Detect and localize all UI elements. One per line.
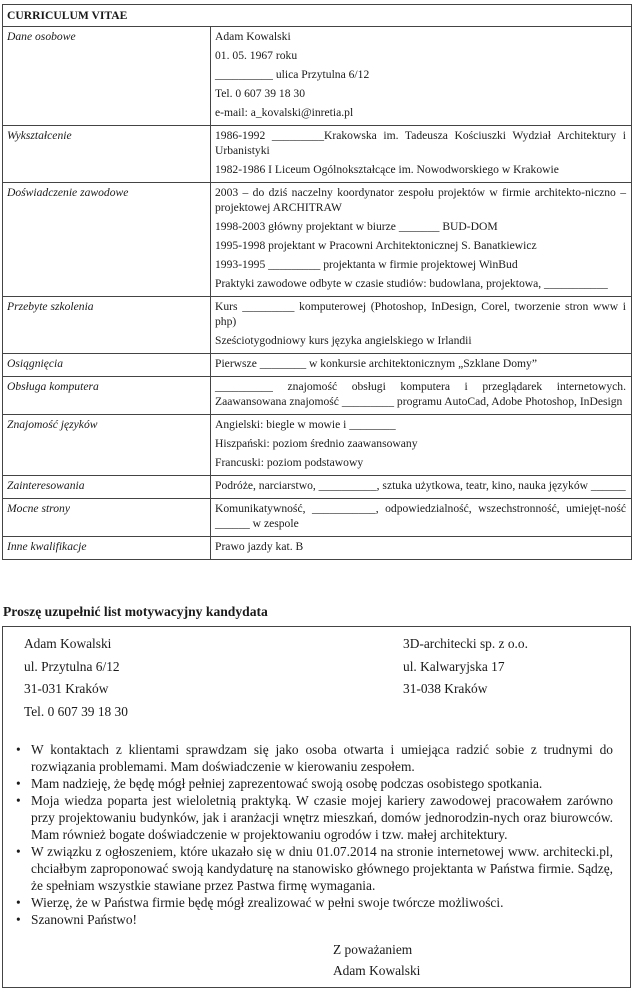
bullet-text: Moja wiedza poparta jest wieloletnią praktyką. W czasie mojej kariery zawodowej pracowałem zarówno przy projektowaniu budynków, jak i aranżacji wnętrz mieszkań, domów jednorodzin-nych oraz biurowców. Mam również bogate doświadczenie w projektowaniu ogrodów i tzw. małej architektury.: [31, 793, 613, 842]
bullet-icon: •: [16, 742, 21, 757]
bullet-icon: •: [16, 844, 21, 859]
cv-value-line: Praktyki zawodowe odbyte w czasie studiów: budowlana, projektowa, ___________: [215, 277, 608, 290]
cv-value-line: Pierwsze ________ w konkursie architektonicznym „Szklane Domy”: [215, 357, 537, 370]
cv-row: [3, 415, 632, 476]
cv-row-value: [211, 126, 632, 183]
cv-row-label: Doświadczenie zawodowe: [3, 183, 211, 297]
cv-value-line: Sześciotygodniowy kurs języka angielskiego w Irlandii: [215, 334, 472, 347]
letter-bullet-item: [13, 911, 613, 928]
cv-value-line: Tel. 0 607 39 18 30: [215, 87, 305, 100]
cv-value-line: 1993-1995 _________ projektanta w firmie projektowej WinBud: [215, 258, 518, 271]
sender-line: ul. Przytulna 6/12: [24, 658, 120, 674]
cv-row-value: [211, 377, 632, 415]
cv-value-line: Komunikatywność, ___________, odpowiedzialność, wszechstronność, umiejęt-ność ______ w zespole: [215, 502, 626, 530]
recipient-address: [403, 635, 528, 703]
cv-row: [3, 499, 632, 537]
cv-row-label: Obsługa komputera: [3, 377, 211, 415]
cv-row: [3, 476, 632, 499]
cv-header-row: [3, 5, 632, 27]
cv-value-line: 1986-1992 _________Krakowska im. Tadeusza Kościuszki Wydział Architektury i Urbanistyki: [215, 129, 626, 157]
cv-table: [2, 4, 632, 560]
recipient-line: 3D-architecki sp. z o.o.: [403, 636, 528, 651]
cv-row-value: [211, 476, 632, 499]
cv-row: [3, 537, 632, 560]
cv-value-line: 1995-1998 projektant w Pracowni Architektonicznej S. Banatkiewicz: [215, 239, 537, 252]
cv-row-value: [211, 27, 632, 126]
letter-bullet-item: [13, 792, 613, 843]
motivation-letter: [2, 626, 631, 988]
cv-row: [3, 183, 632, 297]
sender-line: 31-031 Kraków: [24, 681, 109, 696]
bullet-text: Wierzę, że w Państwa firmie będę mógł zrealizować w pełni swoje twórcze możliwości.: [31, 895, 504, 910]
cv-row-value: [211, 415, 632, 476]
letter-bullet-item: [13, 741, 613, 775]
cv-value-line: Angielski: biegle w mowie i ________: [215, 418, 396, 431]
cv-row-label: Inne kwalifikacje: [3, 537, 211, 560]
sender-line: Tel. 0 607 39 18 30: [24, 703, 128, 719]
cv-value-line: Prawo jazdy kat. B: [215, 540, 304, 553]
bullet-icon: •: [16, 776, 21, 791]
letter-bullet-item: [13, 843, 613, 894]
cv-row: [3, 126, 632, 183]
bullet-icon: •: [16, 912, 21, 927]
cv-row-value: [211, 354, 632, 377]
cv-value-line: 1998-2003 główny projektant w biurze _______ BUD-DOM: [215, 220, 498, 233]
cv-title: CURRICULUM VITAE: [3, 5, 632, 27]
letter-closing: [333, 941, 420, 983]
closing-line: Z poważaniem: [333, 942, 413, 957]
cv-row-label: Mocne strony: [3, 499, 211, 537]
cv-value-line: 1982-1986 I Liceum Ogólnokształcące im. Nowodworskiego w Krakowie: [215, 163, 559, 176]
cv-row-value: [211, 183, 632, 297]
cv-value-line: 2003 – do dziś naczelny koordynator zespołu projektów w firmie architekto-niczno – projektowej ARCHITRAW: [215, 186, 626, 214]
cv-value-line: 01. 05. 1967 roku: [215, 49, 298, 62]
cv-row: [3, 354, 632, 377]
bullet-text: W związku z ogłoszeniem, które ukazało się w dniu 01.07.2014 na stronie internetowej www. architecki.pl, chciałbym zaproponować swoją kandydaturę na stanowisko głównego projektanta w Państwa firmie. Sądzę, że spełniam wszystkie stawiane przez Pastwa firmę wymagania.: [31, 844, 613, 893]
task-heading: Proszę uzupełnić list motywacyjny kandydata: [3, 604, 268, 619]
sender-address: [24, 635, 128, 725]
bullet-text: Szanowni Państwo!: [31, 912, 138, 927]
cv-row-value: [211, 499, 632, 537]
bullet-text: W kontaktach z klientami sprawdzam się jako osoba otwarta i umiejąca radzić sobie z trudnymi do rozwiązania problemami. Mam doświadczenie w kierowaniu zespołem.: [31, 742, 613, 774]
cv-row-value: [211, 537, 632, 560]
cv-value-line: __________ ulica Przytulna 6/12: [215, 68, 370, 81]
cv-value-line: e-mail: a_kovalski@inretia.pl: [215, 106, 354, 119]
letter-bullet-list: [13, 741, 613, 928]
cv-row: [3, 27, 632, 126]
cv-row: [3, 377, 632, 415]
cv-row-label: Osiągnięcia: [3, 354, 211, 377]
cv-row-label: Wykształcenie: [3, 126, 211, 183]
sender-line: Adam Kowalski: [24, 636, 112, 651]
cv-value-line: __________ znajomość obsługi komputera i przeglądarek internetowych. Zaawansowana znajomość _________ programu AutoCad, Adobe Photoshop, InDesign: [215, 380, 626, 408]
cv-row-value: [211, 297, 632, 354]
bullet-icon: •: [16, 895, 21, 910]
cv-value-line: Adam Kowalski: [215, 30, 291, 43]
cv-row: [3, 297, 632, 354]
recipient-line: 31-038 Kraków: [403, 681, 488, 696]
cv-value-line: Hiszpański: poziom średnio zaawansowany: [215, 437, 418, 450]
cv-row-label: Przebyte szkolenia: [3, 297, 211, 354]
letter-bullet-item: [13, 775, 613, 792]
cv-value-line: Podróże, narciarstwo, __________, sztuka użytkowa, teatr, kino, nauka języków ______: [215, 479, 626, 492]
recipient-line: ul. Kalwaryjska 17: [403, 658, 505, 674]
cv-row-label: Zainteresowania: [3, 476, 211, 499]
cv-row-label: Dane osobowe: [3, 27, 211, 126]
bullet-text: Mam nadzieję, że będę mógł pełniej zaprezentować swoją osobę podczas osobistego spotkania.: [31, 776, 543, 791]
bullet-icon: •: [16, 793, 21, 808]
closing-line: Adam Kowalski: [333, 963, 421, 978]
cv-value-line: Francuski: poziom podstawowy: [215, 456, 364, 469]
cv-value-line: Kurs _________ komputerowej (Photoshop, InDesign, Corel, tworzenie stron www i php): [215, 300, 626, 328]
cv-row-label: Znajomość języków: [3, 415, 211, 476]
letter-bullet-item: [13, 894, 613, 911]
